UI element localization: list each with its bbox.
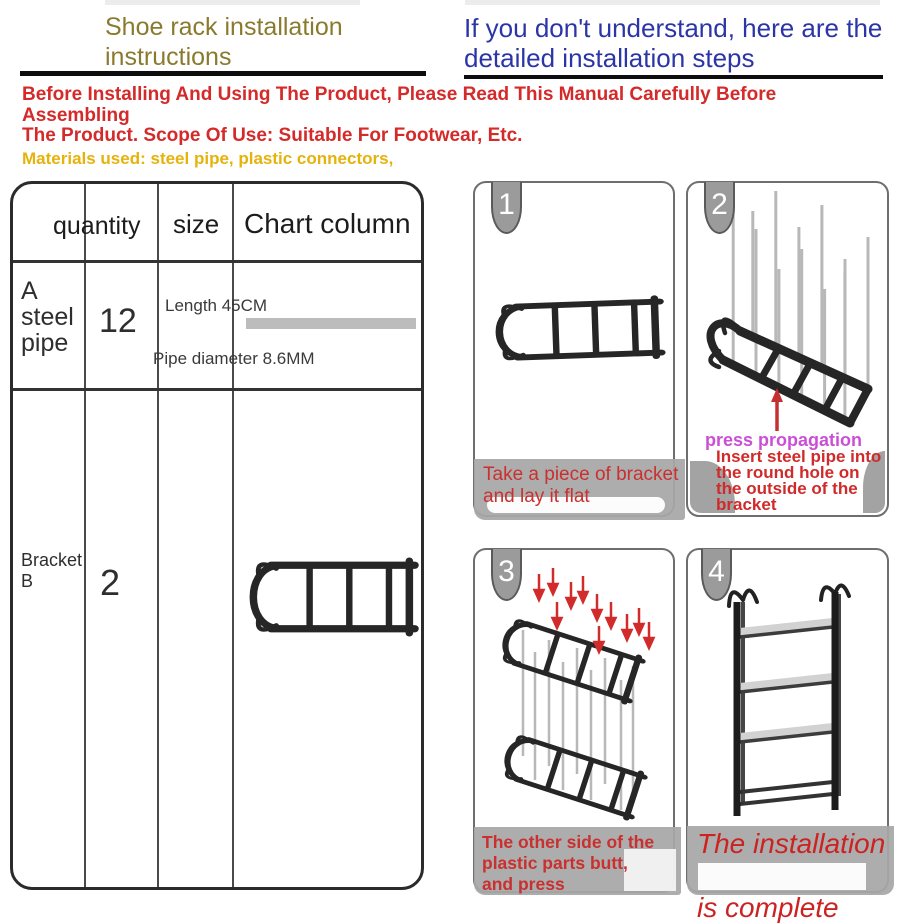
step-caption-banner [474, 459, 685, 520]
table-row-line [13, 388, 421, 391]
text-line: The installation [697, 828, 886, 859]
column-header-chart: Chart column [244, 208, 411, 239]
steps-heading [464, 13, 894, 73]
part-name-a [21, 278, 74, 356]
text-line: Insert steel pipe into [716, 447, 882, 466]
text-line: pipe [21, 329, 69, 357]
step-number-tab: 2 [704, 182, 735, 234]
parts-table [10, 181, 424, 890]
page-title [105, 12, 395, 72]
text-line: instructions [105, 43, 232, 71]
text-line: The other side of the [482, 832, 655, 852]
text-line: detailed installation steps [464, 43, 755, 73]
step-caption-banner [687, 826, 894, 923]
part-quantity-a: 12 [99, 302, 137, 340]
step-number-tab: 4 [701, 549, 732, 601]
completed-rack-diagram [716, 576, 878, 822]
text-line: and press [482, 874, 565, 894]
warning-text [22, 85, 888, 147]
text-line: Bracket [21, 550, 83, 570]
step-caption [474, 827, 681, 895]
part-size-length: Length 45CM [165, 296, 268, 315]
text-line: Before Installing And Using The Product, Please Read This Manual Carefully Before Assembling [22, 84, 777, 126]
top-artifact-bar [105, 0, 360, 5]
text-line: Take a piece of bracket [483, 464, 679, 485]
table-column-line [232, 184, 234, 887]
steel-pipe-bar [246, 318, 416, 329]
text-line: B [21, 571, 34, 591]
step-card-3 [473, 548, 675, 893]
text-line: If you don't understand, here are the [464, 13, 883, 43]
step-caption-banner [474, 827, 681, 895]
text-line: bracket [716, 495, 777, 514]
materials-text: Materials used: steel pipe, plastic connectors, [22, 149, 394, 168]
text-line: and lay it flat [483, 485, 590, 507]
text-line: steel [21, 303, 74, 331]
caption-highlight [698, 863, 866, 890]
table-column-line [84, 184, 86, 887]
steps-heading-underline [464, 75, 883, 79]
top-artifact-bar [465, 0, 880, 5]
text-line: is complete [697, 892, 839, 923]
table-column-line [157, 184, 159, 887]
text-line: A [21, 277, 38, 305]
title-underline [20, 71, 426, 76]
press-note: press propagation [705, 430, 863, 450]
text-line: the outside of the [716, 479, 858, 498]
step-card-1 [473, 181, 679, 517]
text-line: Shoe rack installation [105, 13, 343, 41]
part-size-diameter: Pipe diameter 8.6MM [153, 349, 315, 368]
step-caption [716, 449, 881, 513]
text-line: the round hole on [716, 463, 860, 482]
text-line: plastic parts butt, [482, 853, 628, 873]
part-name-b [21, 550, 82, 592]
table-row-line [13, 260, 421, 263]
step-number-tab: 1 [491, 182, 522, 234]
bracket-laid-flat-diagram [486, 294, 666, 366]
text-line: The Product. Scope Of Use: Suitable For Footwear, Etc. [22, 125, 523, 146]
part-quantity-b: 2 [100, 562, 121, 603]
step-number-tab: 3 [491, 549, 522, 601]
bracket-b-drawing [241, 556, 419, 638]
step-caption [474, 459, 685, 507]
column-header-quantity: quantity [53, 212, 141, 240]
step-card-4 [686, 548, 889, 923]
step-card-2 [686, 181, 889, 517]
column-header-size: size [173, 209, 220, 239]
